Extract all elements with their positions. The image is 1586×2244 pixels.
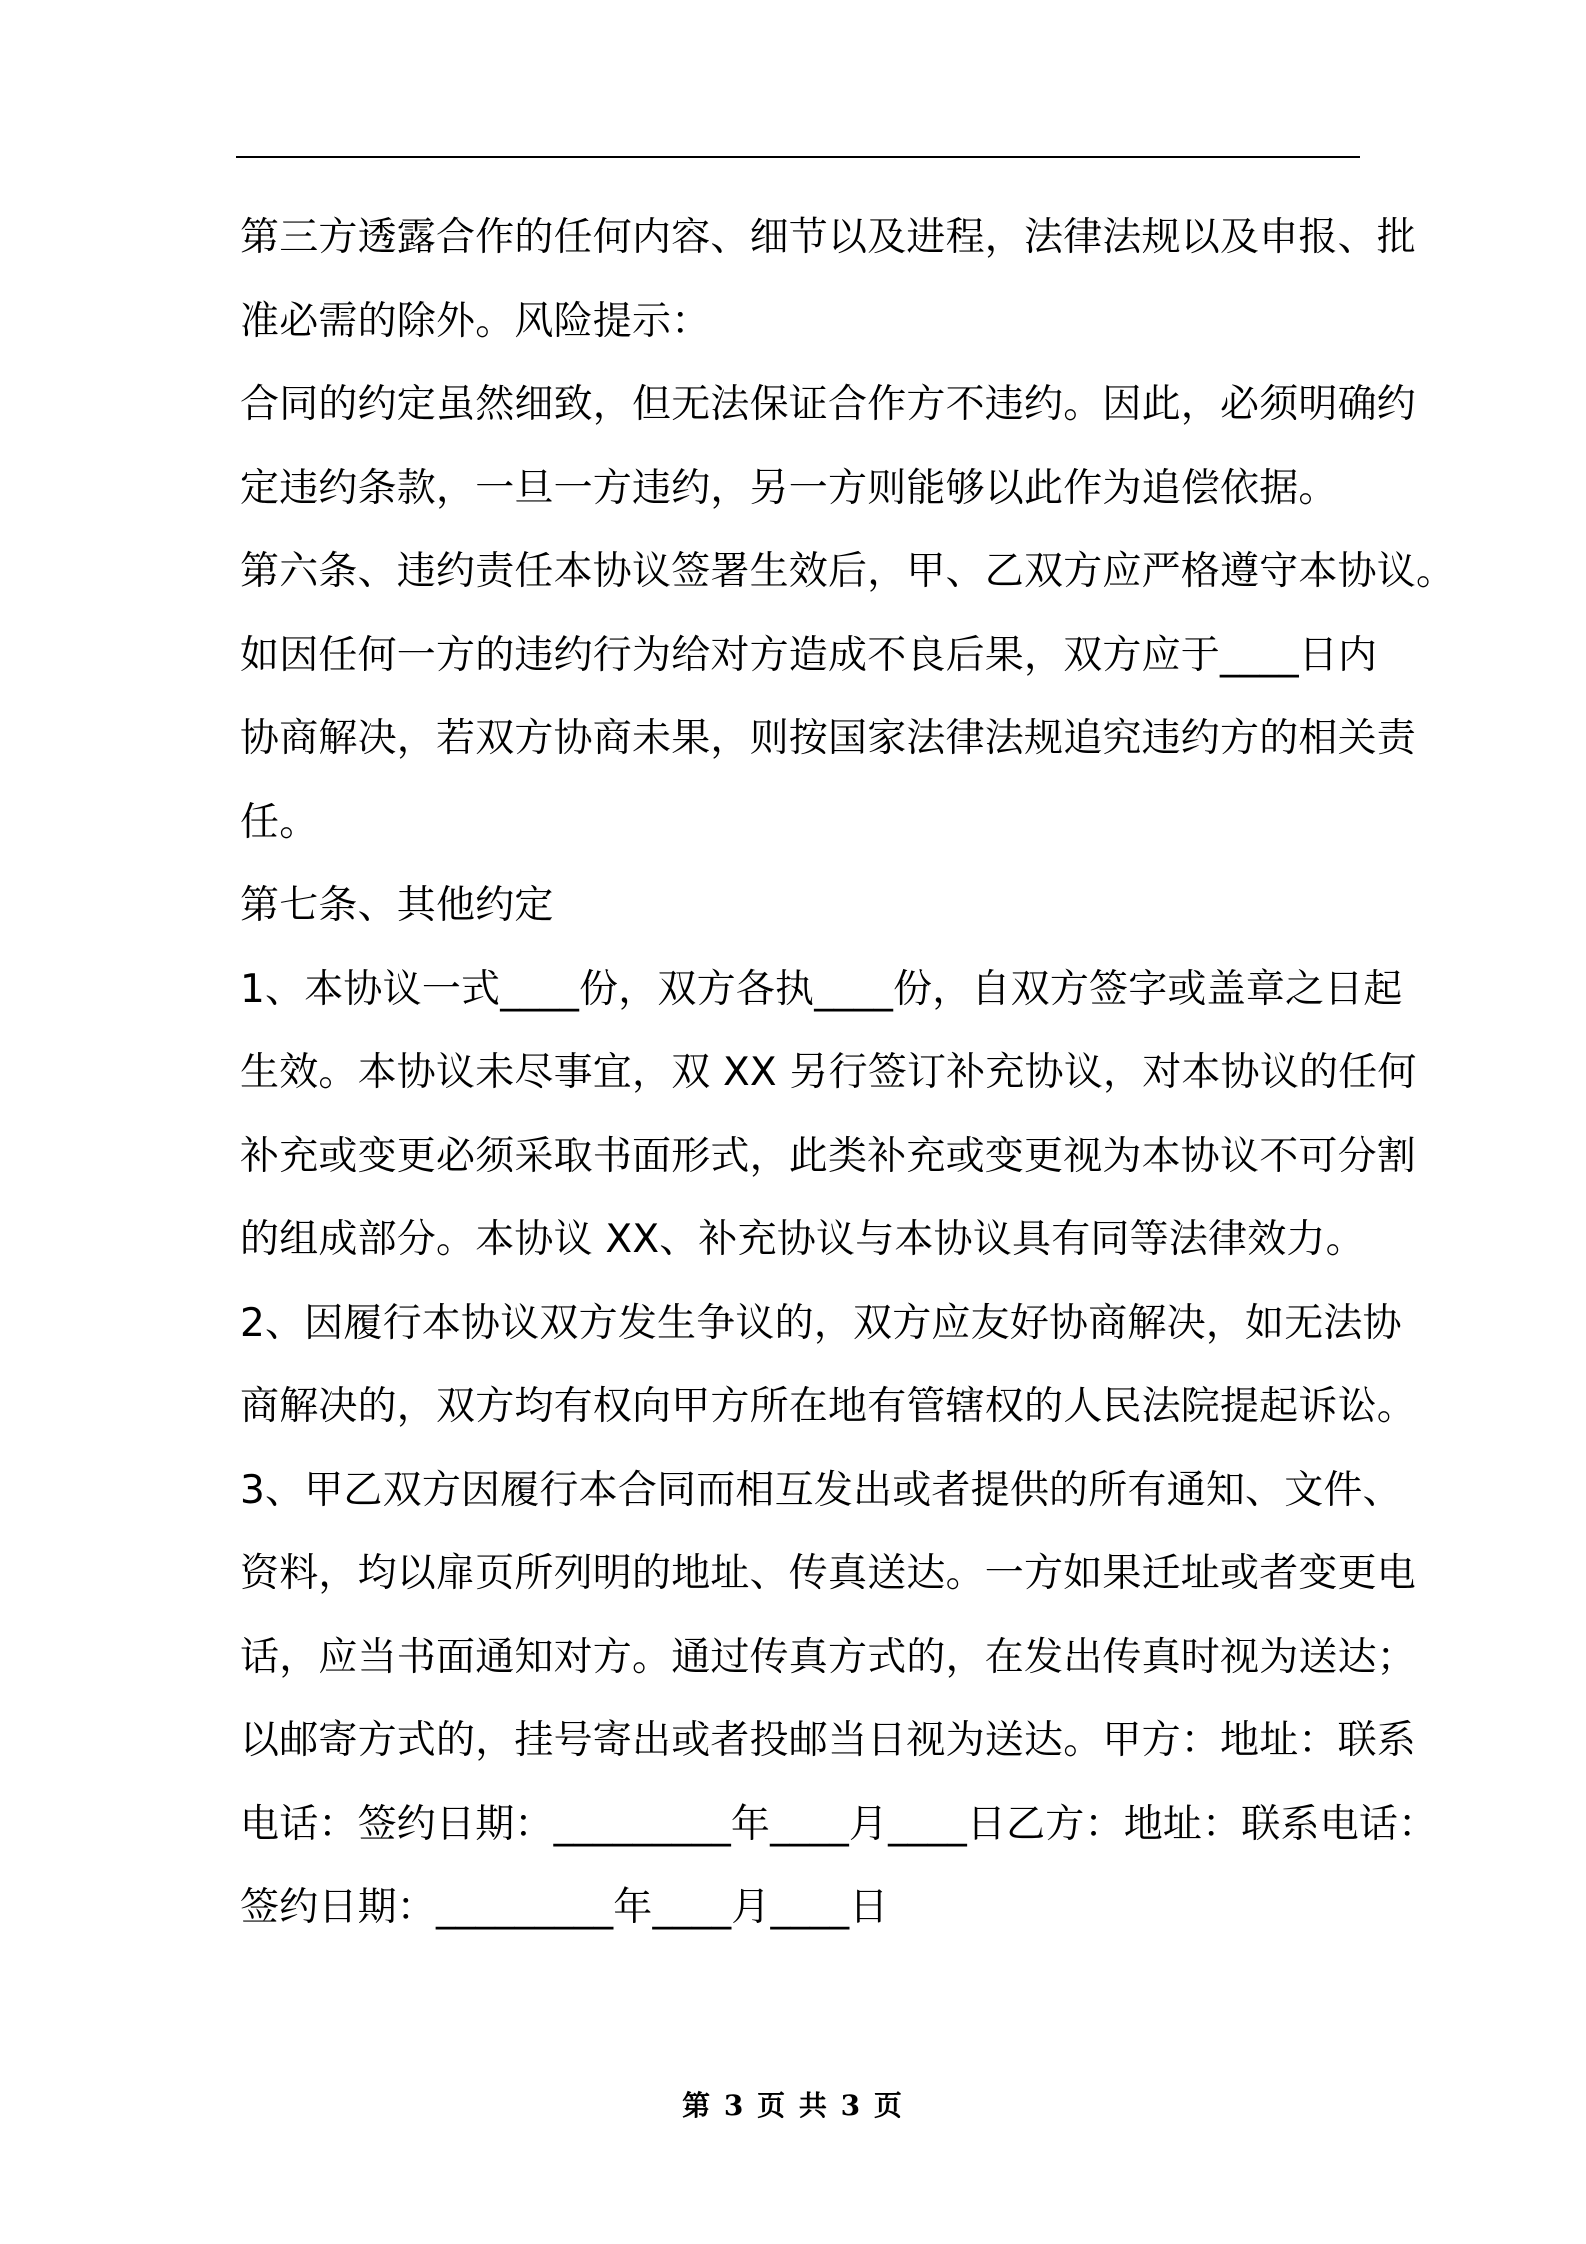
page-indicator: 第 3 页 共 3 页 <box>682 2089 904 2122</box>
body-line: 以邮寄方式的，挂号寄出或者投邮当日视为送达。甲方：地址：联系 <box>240 1718 1417 1763</box>
body-line: 任。 <box>240 799 319 845</box>
body-line: 3、甲乙双方因履行本合同而相互发出或者提供的所有通知、文件、 <box>240 1467 1402 1513</box>
body-line: 第六条、违约责任本协议签署生效后，甲、乙双方应严格遵守本协议。 <box>240 549 1456 594</box>
body-line: 如因任何一方的违约行为给对方造成不良后果，双方应于____日内 <box>240 632 1378 678</box>
body-line: 第三方透露合作的任何内容、细节以及进程，法律法规以及申报、批 <box>240 215 1417 260</box>
body-line: 2、因履行本协议双方发生争议的，双方应友好协商解决，如无法协 <box>240 1300 1402 1346</box>
body-line: 准必需的除外。风险提示： <box>240 298 711 344</box>
body-line: 1、本协议一式____份，双方各执____份，自双方签字或盖章之日起 <box>240 966 1403 1012</box>
body-line: 协商解决，若双方协商未果，则按国家法律法规追究违约方的相关责 <box>240 716 1417 761</box>
body-line: 商解决的，双方均有权向甲方所在地有管辖权的人民法院提起诉讼。 <box>240 1384 1417 1429</box>
body-line: 生效。本协议未尽事宜，双 XX 另行签订补充协议，对本协议的任何 <box>240 1050 1417 1095</box>
body-line: 资料，均以扉页所列明的地址、传真送达。一方如果迁址或者变更电 <box>240 1551 1417 1596</box>
body-line: 补充或变更必须采取书面形式，此类补充或变更视为本协议不可分割 <box>240 1133 1417 1179</box>
body-line: 合同的约定虽然细致，但无法保证合作方不违约。因此，必须明确约 <box>240 382 1417 427</box>
header-rule <box>236 156 1360 158</box>
body-line: 签约日期：_________年____月____日 <box>240 1885 889 1930</box>
body-line: 话，应当书面通知对方。通过传真方式的，在发出传真时视为送达； <box>240 1634 1417 1680</box>
body-line: 的组成部分。本协议 XX、补充协议与本协议具有同等法律效力。 <box>240 1217 1365 1262</box>
section-heading: 第七条、其他约定 <box>240 883 554 928</box>
body-line: 定违约条款，一旦一方违约，另一方则能够以此作为追偿依据。 <box>240 465 1338 511</box>
body-line: 电话：签约日期：_________年____月____日乙方：地址：联系电话： <box>240 1801 1438 1847</box>
document-body <box>240 196 1456 1950</box>
